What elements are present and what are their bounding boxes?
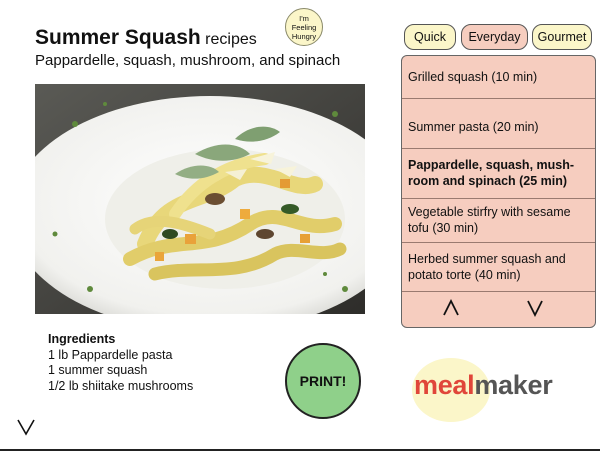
recipe-item-label: Grilled squash (10 min) <box>408 70 538 84</box>
chevron-down-icon <box>16 418 36 436</box>
feeling-hungry-button[interactable] <box>285 8 323 46</box>
ingredient-item: 1 lb Pappardelle pasta <box>48 347 173 362</box>
recipe-item-label: potato torte (40 min) <box>408 268 521 282</box>
recipe-item-label: Vegetable stirfry with sesame <box>408 205 571 219</box>
tab-quick[interactable]: Quick <box>404 24 456 50</box>
list-divider <box>402 198 595 199</box>
list-divider <box>402 242 595 243</box>
logo-meal-text: meal <box>414 370 475 400</box>
page-title <box>35 26 257 50</box>
recipe-item-vegetable-stirfry[interactable] <box>408 204 589 236</box>
list-divider <box>402 98 595 99</box>
recipe-item-label: Pappardelle, squash, mush- <box>408 158 575 172</box>
feeling-line-1: I'm <box>299 13 309 23</box>
tab-everyday[interactable]: Everyday <box>461 24 528 50</box>
pasta-dish-image <box>35 84 365 314</box>
mealmaker-logo <box>412 352 592 422</box>
list-divider <box>402 291 595 292</box>
title-suffix: recipes <box>205 31 257 48</box>
list-divider <box>402 148 595 149</box>
recipe-item-summer-pasta[interactable] <box>408 119 589 135</box>
chevron-down-icon <box>526 299 544 317</box>
tab-gourmet[interactable]: Gourmet <box>532 24 592 50</box>
feeling-line-2: Feeling <box>291 22 317 32</box>
bottom-divider <box>0 449 600 451</box>
ingredients-section <box>48 332 193 394</box>
print-button[interactable]: PRINT! <box>285 343 361 419</box>
list-scroll-down-button[interactable] <box>526 299 544 322</box>
logo-wordmark <box>414 370 552 401</box>
ingredient-item: 1 summer squash <box>48 363 148 377</box>
recipe-list <box>401 55 596 328</box>
expand-chevron-button[interactable] <box>16 418 36 441</box>
list-scroll-up-button[interactable] <box>442 299 460 322</box>
recipe-item-label: room and spinach (25 min) <box>408 174 568 188</box>
recipe-item-herbed-torte[interactable] <box>408 251 589 283</box>
logo-maker-text: maker <box>474 370 553 400</box>
ingredient-item: 1/2 lb shiitake mushrooms <box>48 378 194 393</box>
feeling-line-3: Hungry <box>291 31 317 41</box>
recipe-item-label: Herbed summer squash and <box>408 252 566 266</box>
recipe-photo <box>35 84 365 314</box>
chevron-up-icon <box>442 299 460 317</box>
recipe-item-label: Summer pasta (20 min) <box>408 120 539 134</box>
ingredients-heading: Ingredients <box>48 332 116 346</box>
recipe-subtitle: Pappardelle, squash, mushroom, and spinach <box>35 52 341 69</box>
recipe-item-label: tofu (30 min) <box>408 221 479 235</box>
recipe-item-grilled-squash[interactable] <box>408 69 589 85</box>
title-main: Summer Squash <box>35 26 201 49</box>
recipe-item-pappardelle[interactable] <box>408 157 589 189</box>
